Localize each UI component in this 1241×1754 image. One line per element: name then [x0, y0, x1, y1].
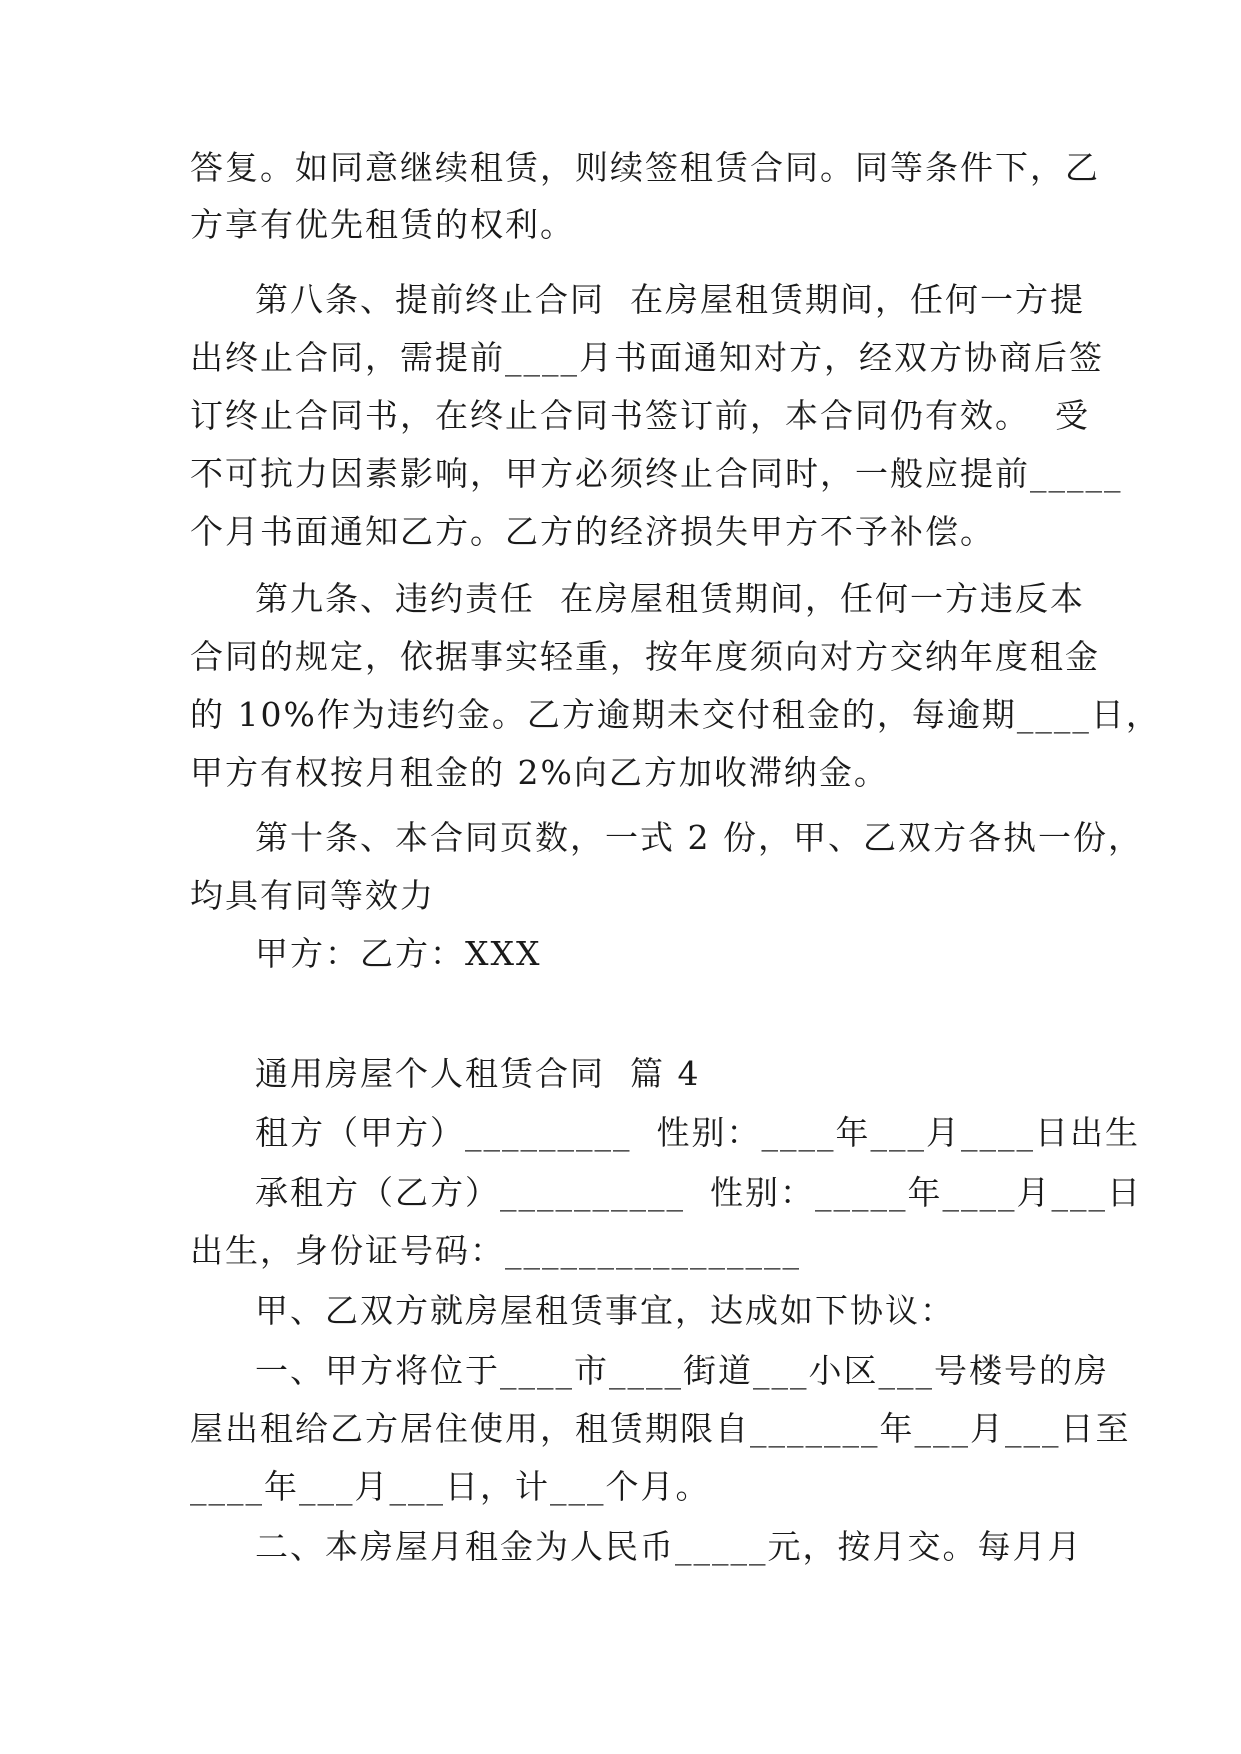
- section-title: 通用房屋个人租赁合同 篇 4: [255, 1054, 701, 1093]
- paragraph-line: 出终止合同，需提前____月书面通知对方，经双方协商后签: [190, 338, 1104, 377]
- paragraph-line: 合同的规定，依据事实轻重，按年度须向对方交纳年度租金: [190, 637, 1100, 676]
- paragraph-line: 甲方有权按月租金的 2%向乙方加收滞纳金。: [190, 753, 889, 792]
- paragraph-line: 第八条、提前终止合同 在房屋租赁期间，任何一方提: [255, 280, 1085, 319]
- paragraph-line: 第十条、本合同页数，一式 2 份，甲、乙双方各执一份，: [255, 818, 1143, 857]
- paragraph-line: 个月书面通知乙方。乙方的经济损失甲方不予补偿。: [190, 512, 995, 551]
- paragraph-line: 租方（甲方）_________ 性别：____年___月____日出生: [255, 1113, 1140, 1152]
- paragraph-line: 方享有优先租赁的权利。: [190, 205, 575, 244]
- paragraph-line: 的 10%作为违约金。乙方逾期未交付租金的，每逾期____日，: [190, 695, 1161, 734]
- paragraph-line: 均具有同等效力: [190, 876, 435, 915]
- paragraph-line: 甲、乙双方就房屋租赁事宜，达成如下协议：: [255, 1291, 955, 1330]
- paragraph-line: 一、甲方将位于____市____街道___小区___号楼号的房: [255, 1351, 1109, 1390]
- paragraph-line: 二、本房屋月租金为人民币_____元，按月交。每月月: [255, 1527, 1083, 1566]
- paragraph-line: 屋出租给乙方居住使用，租赁期限自_______年___月___日至: [190, 1409, 1131, 1448]
- paragraph-line: ____年___月___日，计___个月。: [190, 1467, 711, 1506]
- signature-line: 甲方：乙方：XXX: [255, 934, 542, 973]
- paragraph-line: 承租方（乙方）__________ 性别：_____年____月___日: [255, 1173, 1142, 1212]
- paragraph-line: 出生，身份证号码：________________: [190, 1231, 801, 1270]
- paragraph-line: 订终止合同书，在终止合同书签订前，本合同仍有效。 受: [190, 396, 1090, 435]
- paragraph-line: 第九条、违约责任 在房屋租赁期间，任何一方违反本: [255, 579, 1085, 618]
- paragraph-line: 不可抗力因素影响，甲方必须终止合同时，一般应提前_____: [190, 454, 1123, 493]
- paragraph-line: 答复。如同意继续租赁，则续签租赁合同。同等条件下，乙: [190, 148, 1100, 187]
